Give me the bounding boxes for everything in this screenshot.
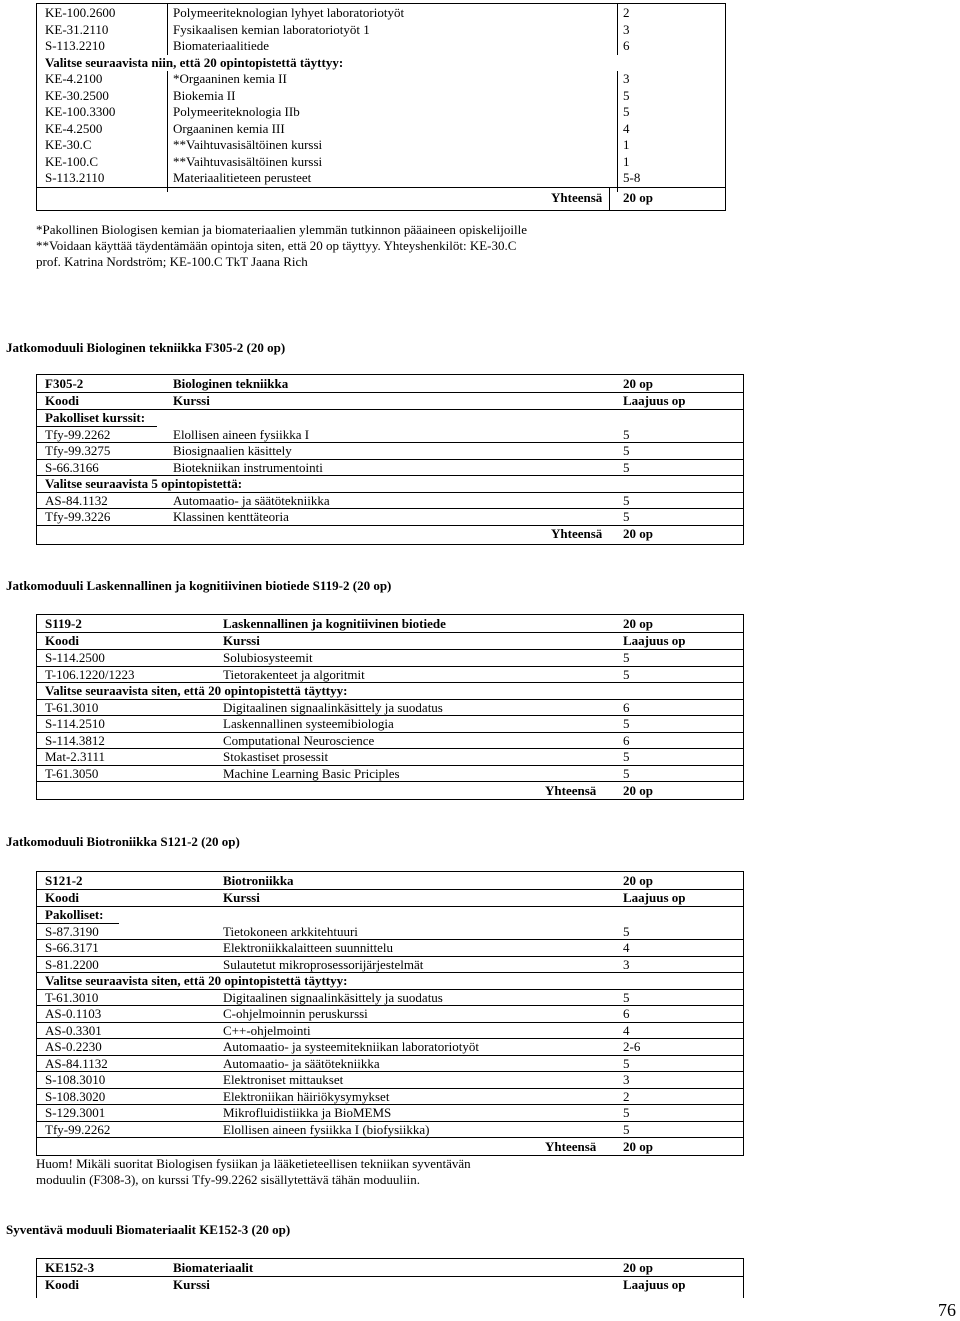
table-row: KE-4.2500 Orgaaninen kemia III 4 — [45, 120, 630, 136]
table-row: S-66.3166 Biotekniikan instrumentointi 5 — [37, 460, 743, 477]
table-row: KE-4.2100 *Orgaaninen kemia II 3 — [45, 71, 630, 86]
table-row: S-108.3020 Elektroniikan häiriökysymykset 2 — [37, 1089, 743, 1106]
module-table-s119-2 — [36, 614, 744, 800]
footnote: *Pakollinen Biologisen kemian ja biomateriaalien ylemmän tutkinnon pääaineen opiskelijoille — [36, 222, 527, 237]
section-heading: Jatkomoduuli Biologinen tekniikka F305-2 (20 op) — [6, 340, 286, 355]
table-row: S-129.3001 Mikrofluidistiikka ja BioMEMS 5 — [37, 1105, 743, 1122]
column-header-row: Koodi Kurssi Laajuus op — [45, 1277, 686, 1292]
selection-instruction: Valitse seuraavista niin, että 20 opintopistettä täyttyy: — [37, 55, 725, 72]
table-row: T-61.3010 Digitaalinen signaalinkäsittely ja suodatus 5 — [37, 990, 743, 1007]
table-row: S-114.3812 Computational Neuroscience 6 — [37, 733, 743, 750]
module-table-ke152-3 — [36, 1258, 744, 1298]
total-row: Yhteensä 20 op — [551, 190, 653, 205]
table-row: KE-30.2500 Biokemia II 5 — [45, 87, 630, 103]
module-title-row: F305-2 Biologinen tekniikka 20 op — [37, 376, 743, 393]
table-row: AS-84.1132 Automaatio- ja säätötekniikka 5 — [37, 1056, 743, 1073]
table-row: KE-100.C **Vaihtuvasisältöinen kurssi 1 — [45, 153, 630, 169]
footnote: **Voidaan käyttää täydentämään opintoja siten, että 20 op täyttyy. Yhteyshenkilöt: KE-30.C — [36, 238, 517, 253]
table-row: Tfy-99.2262 Elollisen aineen fysiikka I (biofysiikka) 5 — [37, 1122, 743, 1139]
selection-instruction: Valitse seuraavista siten, että 20 opintopistettä täyttyy: — [37, 973, 743, 990]
note-text: Huom! Mikäli suoritat Biologisen fysiikan ja lääketieteellisen tekniikan syventävän — [36, 1156, 471, 1171]
table-row: T-61.3050 Machine Learning Basic Priciples 5 — [37, 766, 743, 783]
table-row: Tfy-99.3275 Biosignaalien käsittely 5 — [37, 443, 743, 460]
table-row: S-113.2110 Materiaalitieteen perusteet 5-8 — [45, 170, 641, 185]
mandatory-label: Pakolliset kurssit: — [37, 410, 157, 427]
section-heading: Syventävä moduuli Biomateriaalit KE152-3 (20 op) — [6, 1222, 291, 1237]
table-row: Mat-2.3111 Stokastiset prosessit 5 — [37, 749, 743, 766]
course-table-continued — [36, 3, 726, 211]
table-row: S-108.3010 Elektroniset mittaukset 3 — [37, 1072, 743, 1089]
module-table-s121-2 — [36, 871, 744, 1156]
table-row: T-61.3010 Digitaalinen signaalinkäsittely ja suodatus 6 — [37, 700, 743, 717]
table-row: AS-0.1103 C-ohjelmoinnin peruskurssi 6 — [37, 1006, 743, 1023]
table-row: AS-0.3301 C++-ohjelmointi 4 — [37, 1023, 743, 1040]
table-row: T-106.1220/1223 Tietorakenteet ja algoritmit 5 — [37, 667, 743, 684]
column-header-row: Koodi Kurssi Laajuus op — [37, 393, 743, 410]
module-title-row: S119-2 Laskennallinen ja kognitiivinen biotiede 20 op — [37, 616, 743, 633]
table-row: S-114.2500 Solubiosysteemit 5 — [37, 650, 743, 667]
mandatory-label: Pakolliset: — [37, 907, 119, 924]
table-row: KE-30.C **Vaihtuvasisältöinen kurssi 1 — [45, 137, 630, 152]
table-row: AS-0.2230 Automaatio- ja systeemitekniikan laboratoriotyöt 2-6 — [37, 1039, 743, 1056]
table-row: KE-31.2110 Fysikaalisen kemian laboratoriotyöt 1 3 — [45, 21, 630, 37]
note-text: moduulin (F308-3), on kurssi Tfy-99.2262 sisällytettävä tähän moduuliin. — [36, 1172, 420, 1187]
section-heading: Jatkomoduuli Laskennallinen ja kognitiivinen biotiede S119-2 (20 op) — [6, 578, 392, 593]
table-row: S-114.2510 Laskennallinen systeemibiologia 5 — [37, 716, 743, 733]
table-row: S-87.3190 Tietokoneen arkkitehtuuri 5 — [37, 924, 743, 941]
table-row: KE-100.2600 Polymeeriteknologian lyhyet laboratoriotyöt 2 — [45, 5, 630, 20]
table-row: Tfy-99.2262 Elollisen aineen fysiikka I 5 — [37, 427, 743, 444]
total-row: Yhteensä 20 op — [545, 1138, 653, 1154]
selection-instruction: Valitse seuraavista siten, että 20 opintopistettä täyttyy: — [37, 683, 743, 700]
section-heading: Jatkomoduuli Biotroniikka S121-2 (20 op) — [6, 834, 240, 849]
module-title-row: KE152-3 Biomateriaalit 20 op — [37, 1260, 743, 1277]
footnote: prof. Katrina Nordström; KE-100.C TkT Jaana Rich — [36, 254, 308, 269]
column-header-row: Koodi Kurssi Laajuus op — [37, 633, 743, 650]
total-row: Yhteensä 20 op — [545, 783, 653, 798]
table-row: Tfy-99.3226 Klassinen kenttäteoria 5 — [37, 509, 743, 526]
selection-instruction: Valitse seuraavista 5 opintopistettä: — [37, 476, 743, 493]
table-row: S-113.2210 Biomateriaalitiede 6 — [45, 38, 630, 53]
table-row: AS-84.1132 Automaatio- ja säätötekniikka 5 — [37, 493, 743, 510]
module-table-f305-2 — [36, 374, 744, 545]
column-header-row: Koodi Kurssi Laajuus op — [37, 890, 743, 907]
total-row: Yhteensä 20 op — [551, 526, 653, 541]
module-title-row: S121-2 Biotroniikka 20 op — [37, 873, 743, 890]
table-row: S-81.2200 Sulautetut mikroprosessorijärjestelmät 3 — [37, 957, 743, 974]
table-row: KE-100.3300 Polymeeriteknologia IIb 5 — [45, 104, 630, 119]
table-row: S-66.3171 Elektroniikkalaitteen suunnittelu 4 — [37, 940, 743, 957]
page-number: 76 — [938, 1300, 956, 1320]
